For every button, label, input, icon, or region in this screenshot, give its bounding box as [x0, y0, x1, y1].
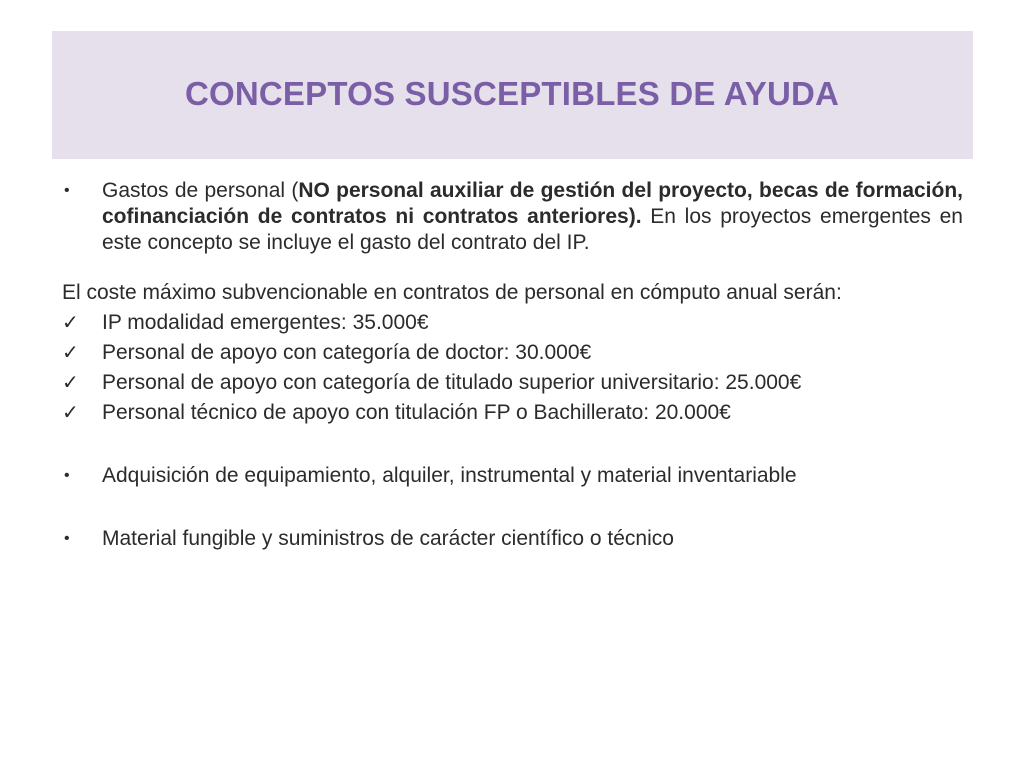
- checkmark-icon: ✓: [62, 402, 79, 424]
- item-text: Material fungible y suministros de carácter científico o técnico: [102, 527, 674, 550]
- bullet-item-equipment: [62, 463, 963, 489]
- item-text-bold: NO personal auxiliar de gestión del proyecto, becas de formación, cofinanciación de contratos ni contratos anteriores).: [102, 179, 964, 228]
- item-text-suffix: En los proyectos emergentes en este concepto se incluye el gasto del contrato del IP.: [102, 205, 963, 254]
- item-text: Adquisición de equipamiento, alquiler, instrumental y material inventariable: [102, 464, 797, 487]
- bullet-dot-icon: •: [64, 530, 70, 547]
- bullet-item-personal-costs: [62, 178, 963, 256]
- slide-content: [62, 178, 963, 552]
- bullet-dot-icon: •: [64, 182, 70, 199]
- checklist-text: Personal de apoyo con categoría de titulado superior universitario: 25.000€: [102, 371, 802, 394]
- checkmark-icon: ✓: [62, 342, 79, 364]
- checklist-item: [62, 340, 963, 366]
- checklist-item: [62, 310, 963, 336]
- bullet-item-consumables: [62, 526, 963, 552]
- checklist-item: [62, 370, 963, 396]
- slide-title: CONCEPTOS SUSCEPTIBLES DE AYUDA: [184, 75, 840, 112]
- item-text-prefix: Gastos de personal (: [102, 179, 299, 202]
- checklist-text: Personal técnico de apoyo con titulación FP o Bachillerato: 20.000€: [102, 401, 731, 424]
- checklist-text: Personal de apoyo con categoría de doctor: 30.000€: [102, 341, 592, 364]
- checkmark-icon: ✓: [62, 372, 79, 394]
- checkmark-icon: ✓: [62, 312, 79, 334]
- bullet-dot-icon: •: [64, 467, 70, 484]
- max-cost-paragraph: El coste máximo subvencionable en contratos de personal en cómputo anual serán:: [62, 281, 842, 304]
- checklist-item: [62, 400, 963, 426]
- checklist-text: IP modalidad emergentes: 35.000€: [102, 311, 429, 334]
